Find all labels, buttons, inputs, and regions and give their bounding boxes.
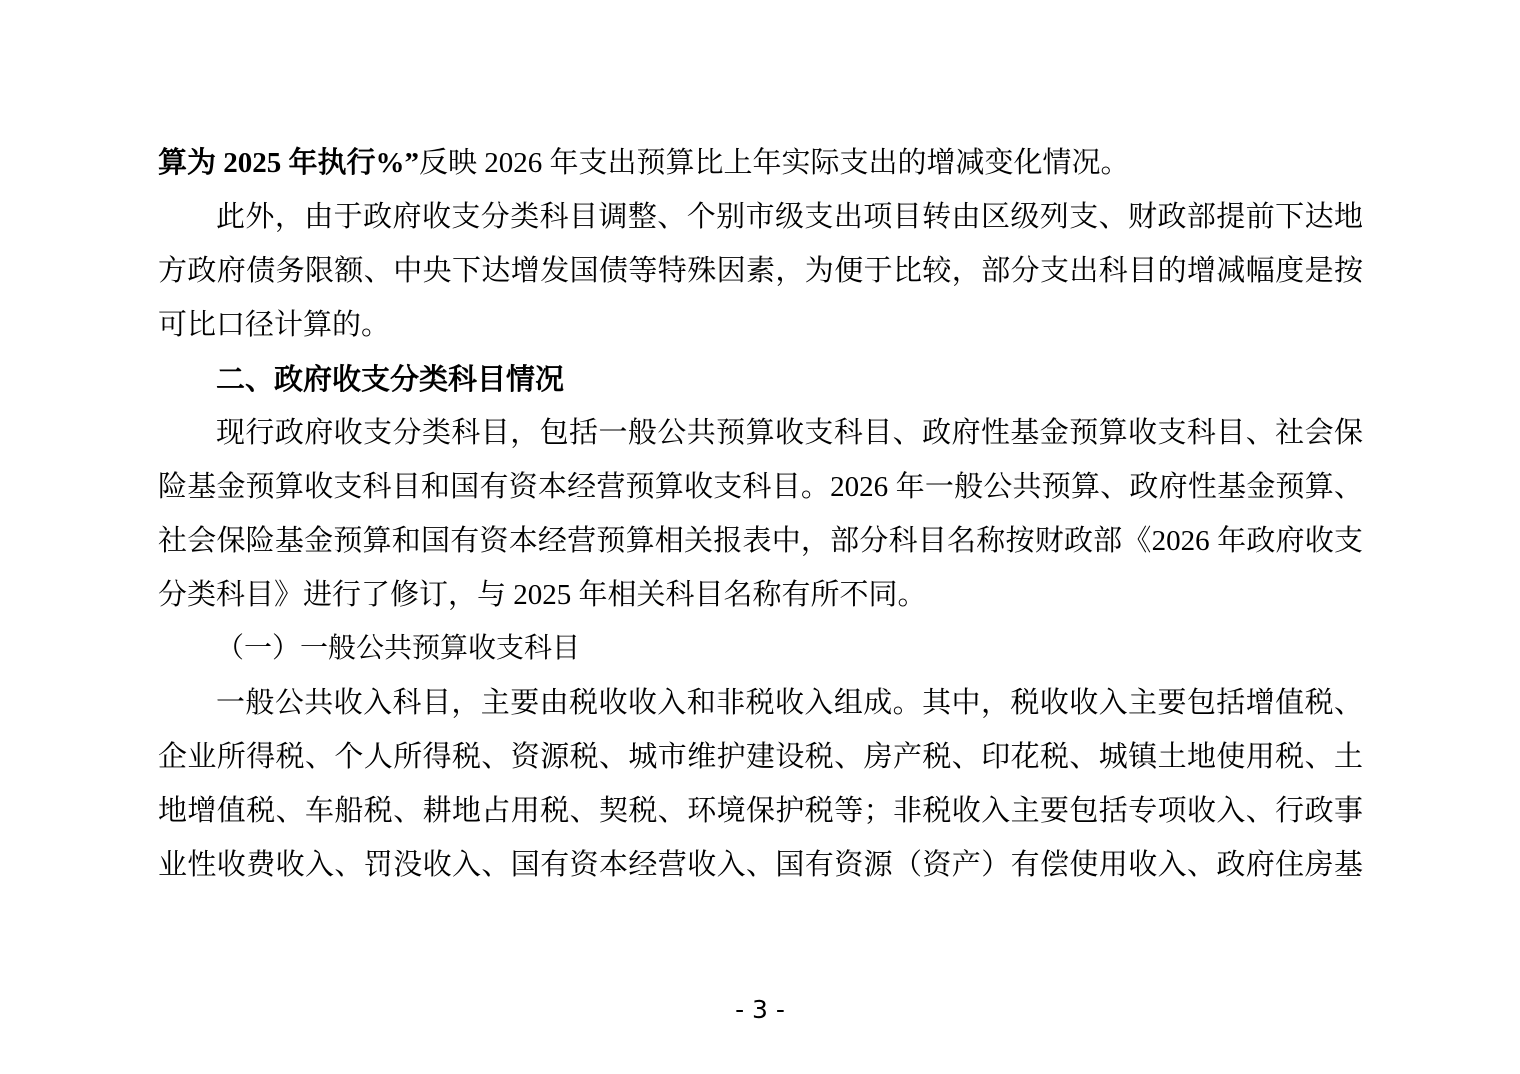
- paragraph-line: [158, 568, 1363, 622]
- paragraph-line: [158, 244, 1363, 298]
- paragraph-line: [158, 676, 1363, 730]
- bold-text-segment: 算为 2025 年执行%”: [158, 147, 420, 179]
- text-segment: 方政府债务限额、中央下达增发国债等特殊因素，为便于比较，部分支出科目的增减幅度是按: [158, 255, 1363, 287]
- text-segment: 企业所得税、个人所得税、资源税、城市维护建设税、房产税、印花税、城镇土地使用税、土: [158, 741, 1363, 773]
- text-segment: 业性收费收入、罚没收入、国有资本经营收入、国有资源（资产）有偿使用收入、政府住房基: [158, 849, 1363, 881]
- subsection-heading: [158, 622, 1363, 676]
- bold-text-segment: 二、政府收支分类科目情况: [216, 362, 565, 396]
- text-segment: 险基金预算收支科目和国有资本经营预算收支科目。2026 年一般公共预算、政府性基金预算、: [158, 471, 1363, 503]
- paragraph-line: [158, 730, 1363, 784]
- text-segment: 地增值税、车船税、耕地占用税、契税、环境保护税等；非税收入主要包括专项收入、行政事: [158, 795, 1363, 827]
- text-segment: 可比口径计算的。: [158, 309, 391, 341]
- text-segment: 现行政府收支分类科目，包括一般公共预算收支科目、政府性基金预算收支科目、社会保: [216, 417, 1363, 449]
- paragraph-line: [158, 298, 1363, 352]
- section-heading: [158, 352, 1363, 406]
- text-segment: 分类科目》进行了修订，与 2025 年相关科目名称有所不同。: [158, 579, 927, 611]
- paragraph-continuation-line: [158, 136, 1363, 190]
- paragraph-line: [158, 460, 1363, 514]
- paragraph-line: [158, 514, 1363, 568]
- text-segment: 一般公共收入科目，主要由税收收入和非税收入组成。其中，税收收入主要包括增值税、: [216, 687, 1363, 719]
- paragraph-line: [158, 406, 1363, 460]
- paragraph-line: [158, 190, 1363, 244]
- text-segment: 反映 2026 年支出预算比上年实际支出的增减变化情况。: [419, 147, 1130, 179]
- text-segment: （一）一般公共预算收支科目: [216, 633, 581, 664]
- text-segment: 社会保险基金预算和国有资本经营预算相关报表中，部分科目名称按财政部《2026 年政府收支: [158, 525, 1363, 557]
- text-segment: 此外，由于政府收支分类科目调整、个别市级支出项目转由区级列支、财政部提前下达地: [216, 201, 1363, 233]
- paragraph-line: [158, 784, 1363, 838]
- document-body: [158, 136, 1363, 892]
- paragraph-line: [158, 838, 1363, 892]
- page-number: - 3 -: [735, 995, 785, 1024]
